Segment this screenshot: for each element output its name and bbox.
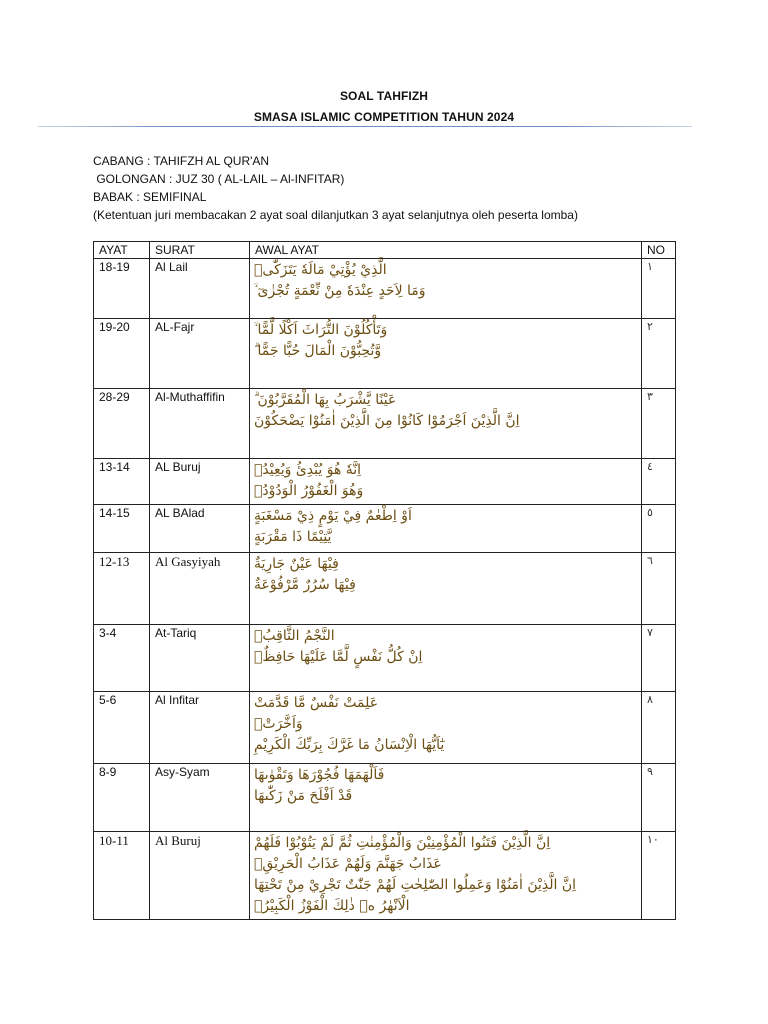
- cell-ayat: 19-20: [94, 319, 150, 389]
- arabic-verse-line: اِنَّهٗ هُوَ يُبْدِئُ وَيُعِيْدُۚ: [254, 462, 362, 478]
- table-row: [94, 764, 676, 832]
- cell-awal-ayat: [250, 832, 642, 920]
- cell-surat: Al Infitar: [150, 692, 250, 764]
- title-divider: [38, 126, 692, 127]
- table-row: [94, 692, 676, 764]
- cell-ayat: 12-13: [94, 553, 150, 625]
- cell-no: ٥: [642, 505, 676, 553]
- arabic-verse-line: اَوْ اِطْعٰمٌ فِيْ يَوْمٍ ذِيْ مَسْغَبَةٍ: [254, 508, 412, 524]
- cell-awal-ayat: [250, 389, 642, 459]
- cell-ayat: 3-4: [94, 625, 150, 692]
- cell-awal-ayat: [250, 459, 642, 505]
- cell-no: ٦: [642, 553, 676, 625]
- cell-ayat: 5-6: [94, 692, 150, 764]
- arabic-verse-line: النَّجْمُ الثَّاقِبُۙ: [254, 628, 335, 644]
- table-row: [94, 389, 676, 459]
- arabic-verse-line: قَدْ اَفْلَحَ مَنْ زَكّٰىهَا: [254, 788, 353, 804]
- arabic-verse-line: وَمَا لِاَحَدٍ عِنْدَهٗ مِنْ نِّعْمَةٍ تُجْزٰىٓ ۙ: [254, 283, 426, 299]
- arabic-verse-line: الْاَنْهٰرُ ەۗ ذٰلِكَ الْفَوْزُ الْكَبِيْرُۗ: [254, 898, 410, 914]
- table-row: [94, 505, 676, 553]
- arabic-verse-line: عَلِمَتْ نَفْسٌ مَّا قَدَّمَتْ: [254, 695, 379, 711]
- table-header-row: [94, 242, 676, 259]
- table-row: [94, 259, 676, 319]
- cell-awal-ayat: [250, 692, 642, 764]
- document-title: SOAL TAHFIZH: [339, 89, 429, 103]
- cell-no: ٣: [642, 389, 676, 459]
- info-golongan: GOLONGAN : JUZ 30 ( AL-LAIL – Al-INFITAR): [93, 172, 345, 186]
- header-no: NO: [642, 242, 676, 259]
- cell-no: ٩: [642, 764, 676, 832]
- arabic-verse-line: فِيْهَا عَيْنٌ جَارِيَةٌ: [254, 556, 339, 572]
- cell-ayat: 10-11: [94, 832, 150, 920]
- cell-no: ٢: [642, 319, 676, 389]
- question-table: [93, 241, 676, 920]
- info-cabang: CABANG : TAHIFZH AL QUR'AN: [93, 154, 270, 168]
- header-ayat: AYAT: [94, 242, 150, 259]
- cell-no: ٤: [642, 459, 676, 505]
- table-row: [94, 459, 676, 505]
- cell-no: ١٠: [642, 832, 676, 920]
- cell-ayat: 18-19: [94, 259, 150, 319]
- arabic-verse-line: اِنَّ الَّذِيْنَ اٰمَنُوْا وَعَمِلُوا الصّٰلِحٰتِ لَهُمْ جَنّٰتٌ تَجْرِيْ مِنْ تَحْتِهَا: [254, 877, 577, 893]
- cell-awal-ayat: [250, 319, 642, 389]
- cell-awal-ayat: [250, 259, 642, 319]
- cell-ayat: 8-9: [94, 764, 150, 832]
- arabic-verse-line: اِنْ كُلُّ نَفْسٍ لَّمَّا عَلَيْهَا حَافِظٌۗ: [254, 649, 423, 665]
- cell-surat: AL Buruj: [150, 459, 250, 505]
- cell-surat: Al Lail: [150, 259, 250, 319]
- arabic-verse-line: فِيْهَا سُرُرٌ مَّرْفُوْعَةٌ: [254, 577, 356, 593]
- arabic-verse-line: اِنَّ الَّذِيْنَ فَتَنُوا الْمُؤْمِنِيْنَ وَالْمُؤْمِنٰتِ ثُمَّ لَمْ يَتُوْبُوْا فَلَهُمْ: [254, 835, 551, 851]
- table-row: [94, 319, 676, 389]
- header-surat: SURAT: [150, 242, 250, 259]
- arabic-verse-line: اِنَّ الَّذِيْنَ اَجْرَمُوْا كَانُوْا مِنَ الَّذِيْنَ اٰمَنُوْا يَضْحَكُوْنَ: [254, 413, 520, 429]
- cell-ayat: 14-15: [94, 505, 150, 553]
- arabic-verse-line: يٰٓاَيُّهَا الْاِنْسَانُ مَا غَرَّكَ بِرَبِّكَ الْكَرِيْمِ: [254, 737, 445, 753]
- cell-ayat: 28-29: [94, 389, 150, 459]
- cell-awal-ayat: [250, 625, 642, 692]
- cell-surat: Asy-Syam: [150, 764, 250, 832]
- cell-surat: Al Buruj: [150, 832, 250, 920]
- arabic-verse-line: وَهُوَ الْغَفُوْرُ الْوَدُوْدُۙ: [254, 483, 364, 499]
- cell-no: ٧: [642, 625, 676, 692]
- arabic-verse-line: وَاَخَّرَتْۗ: [254, 716, 303, 732]
- cell-awal-ayat: [250, 553, 642, 625]
- info-babak: BABAK : SEMIFINAL: [93, 190, 207, 204]
- table-row: [94, 832, 676, 920]
- arabic-verse-line: فَاَلْهَمَهَا فُجُوْرَهَا وَتَقْوٰىهَا: [254, 767, 385, 783]
- arabic-verse-line: عَيْنًا يَّشْرَبُ بِهَا الْمُقَرَّبُوْنَ ۗ: [254, 392, 397, 408]
- table-row: [94, 553, 676, 625]
- header-awal-ayat: AWAL AYAT: [250, 242, 642, 259]
- document-subtitle: SMASA ISLAMIC COMPETITION TAHUN 2024: [253, 110, 515, 124]
- arabic-verse-line: وَتَأْكُلُوْنَ التُّرَاثَ اَكْلًا لَّمًّا ۙ: [254, 322, 388, 338]
- cell-no: ٨: [642, 692, 676, 764]
- cell-surat: Al-Muthaffifin: [150, 389, 250, 459]
- arabic-verse-line: عَذَابُ جَهَنَّمَ وَلَهُمْ عَذَابُ الْحَرِيْقِۗ: [254, 856, 442, 872]
- arabic-verse-line: وَّتُحِبُّوْنَ الْمَالَ حُبًّا جَمًّا ۗ: [254, 343, 382, 359]
- cell-awal-ayat: [250, 505, 642, 553]
- cell-surat: Al Gasyiyah: [150, 553, 250, 625]
- table-row: [94, 625, 676, 692]
- cell-no: ١: [642, 259, 676, 319]
- arabic-verse-line: الَّذِيْ يُؤْتِيْ مَالَهٗ يَتَزَكّٰىۚ: [254, 262, 387, 278]
- competition-info: [93, 152, 578, 224]
- cell-awal-ayat: [250, 764, 642, 832]
- table-body: [94, 259, 676, 920]
- cell-surat: At-Tariq: [150, 625, 250, 692]
- info-ketentuan: (Ketentuan juri membacakan 2 ayat soal dilanjutkan 3 ayat selanjutnya oleh peserta lomba): [93, 208, 578, 222]
- arabic-verse-line: يَّتِيْمًا ذَا مَقْرَبَةٍ: [254, 529, 332, 545]
- cell-surat: AL BAlad: [150, 505, 250, 553]
- cell-surat: AL-Fajr: [150, 319, 250, 389]
- cell-ayat: 13-14: [94, 459, 150, 505]
